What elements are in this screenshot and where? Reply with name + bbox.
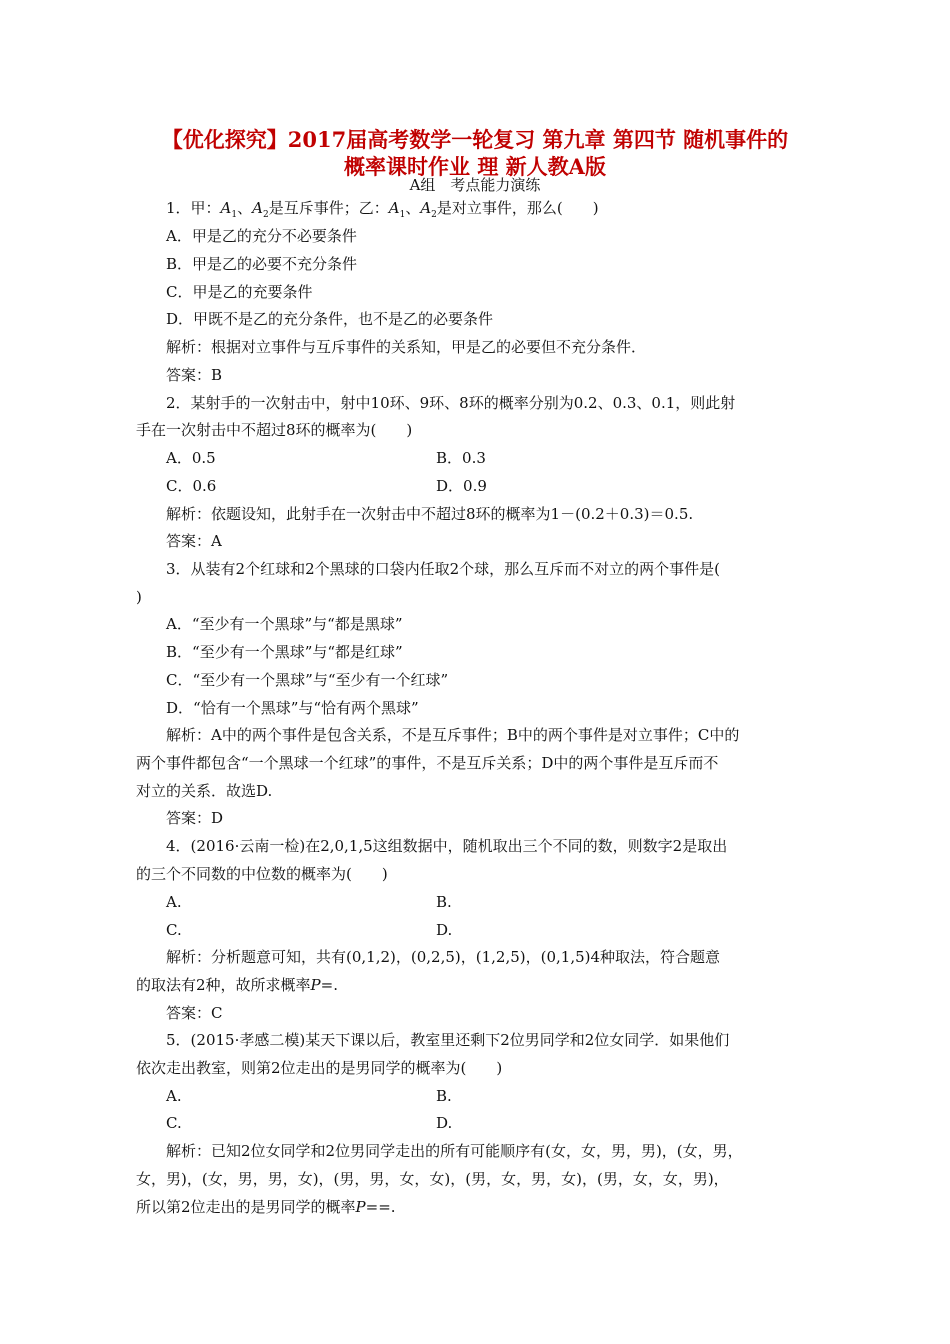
q4-stem-line-2: 的三个不同数的中位数的概率为( ) [136,865,388,883]
q2-option-b: B．0.3 [436,449,486,467]
q3-option-b: B．“至少有一个黑球”与“都是红球” [166,643,403,661]
q3-analysis-line-3: 对立的关系．故选D. [136,782,273,800]
q3-answer: 答案：D [166,809,224,827]
q1-option-a: A．甲是乙的充分不必要条件 [166,227,357,245]
q3-option-a: A．“至少有一个黑球”与“都是黑球” [166,615,403,633]
q2-option-a: A．0.5 [166,449,216,467]
section-heading: A组 考点能力演练 [409,176,541,194]
q2-option-c: C．0.6 [166,477,217,495]
q5-analysis-line-3: 所以第2位走出的是男同学的概率P==. [136,1198,396,1216]
q5-option-c: C. [166,1114,182,1132]
q3-stem-line-2: ) [136,588,142,606]
q4-option-d: D. [436,921,453,939]
q1-option-d: D．甲既不是乙的充分条件，也不是乙的必要条件 [166,310,494,328]
q2-answer: 答案：A [166,532,222,550]
q1-analysis: 解析：根据对立事件与互斥事件的关系知，甲是乙的必要但不充分条件． [166,338,647,356]
q4-analysis-line-1: 解析：分析题意可知，共有(0,1,2)，(0,2,5)，(1,2,5)，(0,1,5)4种取法，符合题意 [166,948,721,966]
q4-stem-line-1: 4．(2016·云南一检)在2,0,1,5这组数据中，随机取出三个不同的数，则数字2是取出 [166,837,728,855]
q3-analysis-line-2: 两个事件都包含“一个黑球一个红球”的事件，不是互斥关系；D中的两个事件是互斥而不 [136,754,719,772]
q5-option-b: B. [436,1087,452,1105]
q1-option-b: B．甲是乙的必要不充分条件 [166,255,358,273]
q4-option-a: A. [166,893,182,911]
q2-stem-line-1: 2．某射手的一次射击中，射中10环、9环、8环的概率分别为0.2、0.3、0.1，则此射 [166,394,736,412]
q5-option-a: A. [166,1087,182,1105]
q3-option-d: D．“恰有一个黑球”与“恰有两个黑球” [166,699,419,717]
q2-analysis: 解析：依题设知，此射手在一次射击中不超过8环的概率为1－(0.2＋0.3)＝0.5. [166,505,694,523]
q4-option-b: B. [436,893,452,911]
q5-analysis-line-1: 解析：已知2位女同学和2位男同学走出的所有可能顺序有(女，女，男，男)，(女，男， [166,1142,743,1160]
q3-stem-line-1: 3．从装有2个红球和2个黑球的口袋内任取2个球，那么互斥而不对立的两个事件是( [166,560,721,578]
q1-option-c: C．甲是乙的充要条件 [166,283,313,301]
q5-stem-line-2: 依次走出教室，则第2位走出的是男同学的概率为( ) [136,1059,503,1077]
q3-analysis-line-1: 解析：A中的两个事件是包含关系，不是互斥事件；B中的两个事件是对立事件；C中的 [166,726,740,744]
q5-option-d: D. [436,1114,453,1132]
q3-option-c: C．“至少有一个黑球”与“至少有一个红球” [166,671,449,689]
q2-stem-line-2: 手在一次射击中不超过8环的概率为( ) [136,421,413,439]
q5-analysis-line-2: 女，男)，(女，男，男，女)，(男，男，女，女)，(男，女，男，女)，(男，女，女，男)， [136,1170,729,1188]
q5-stem-line-1: 5．(2015·孝感二模)某天下课以后，教室里还剩下2位男同学和2位女同学．如果他们 [166,1031,730,1049]
q2-option-d: D．0.9 [436,477,487,495]
q4-answer: 答案：C [166,1004,223,1022]
q4-analysis-line-2: 的取法有2种，故所求概率P=. [136,976,338,994]
document-title-line-2: 概率课时作业 理 新人教A版 [344,154,606,179]
q4-option-c: C. [166,921,182,939]
q1-answer: 答案：B [166,366,223,384]
document-title-line-1: 【优化探究】2017届高考数学一轮复习 第九章 第四节 随机事件的 [161,127,789,152]
q1-stem: 1．甲：$A_1$、$A_2$是互斥事件；乙：$A_1$、$A_2$是对立事件，那么( ) [166,199,599,220]
